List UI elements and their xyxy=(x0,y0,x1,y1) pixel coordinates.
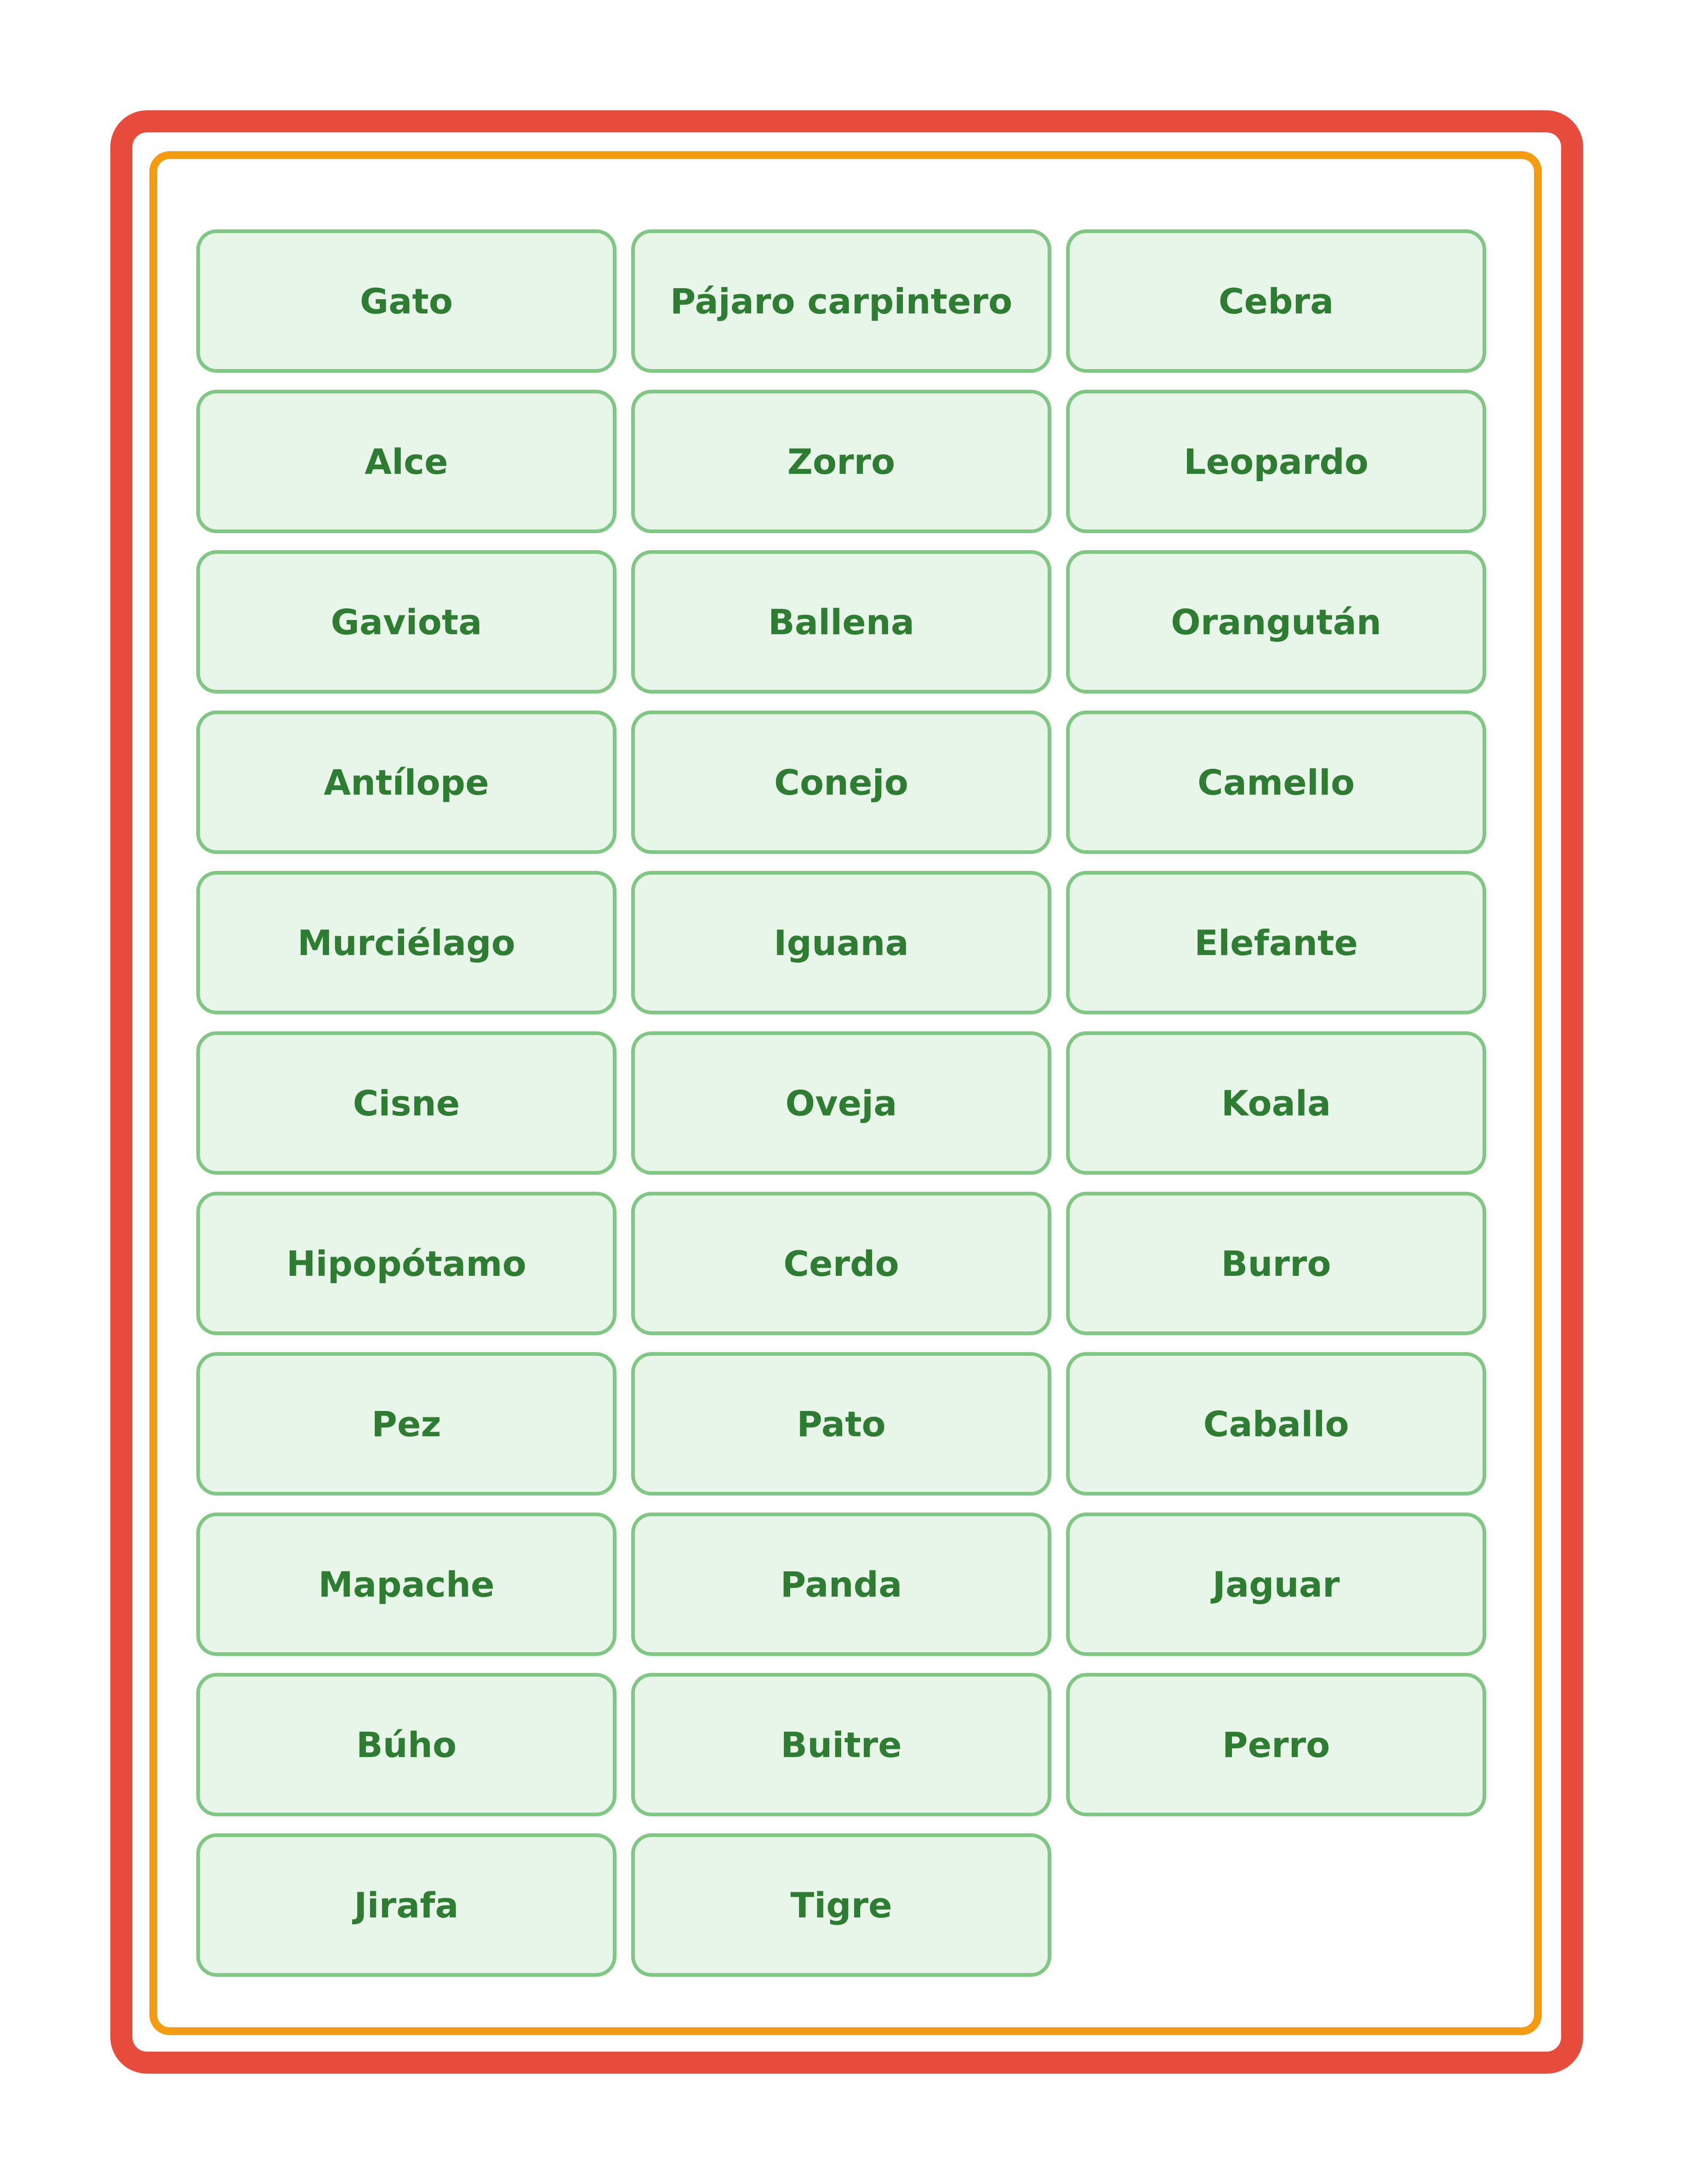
animal-card[interactable] xyxy=(1066,871,1486,1014)
animal-card-label: Cerdo xyxy=(783,1243,899,1284)
animal-card-label: Cisne xyxy=(353,1082,460,1124)
animal-card[interactable] xyxy=(631,871,1051,1014)
animal-card-label: Hipopótamo xyxy=(286,1243,526,1284)
animal-card-label: Camello xyxy=(1197,762,1355,803)
animal-card[interactable] xyxy=(196,1192,616,1335)
animal-card-label: Murciélago xyxy=(297,922,515,963)
animal-card-label: Búho xyxy=(356,1724,457,1765)
animal-card-label: Gaviota xyxy=(331,601,482,643)
animal-card-label: Oveja xyxy=(785,1082,897,1124)
animal-card[interactable] xyxy=(631,1833,1051,1977)
animal-card[interactable] xyxy=(196,550,616,694)
animal-card[interactable] xyxy=(631,229,1051,373)
animal-card-label: Pez xyxy=(371,1403,441,1445)
animal-card-label: Perro xyxy=(1222,1724,1330,1765)
animal-card[interactable] xyxy=(631,1673,1051,1816)
animal-card-grid xyxy=(196,229,1486,1977)
animal-card[interactable] xyxy=(196,1513,616,1656)
animal-card-label: Alce xyxy=(365,441,448,482)
animal-card-label: Pájaro carpintero xyxy=(670,280,1013,322)
animal-card[interactable] xyxy=(196,229,616,373)
animal-card[interactable] xyxy=(1066,1513,1486,1656)
animal-card[interactable] xyxy=(196,871,616,1014)
animal-card[interactable] xyxy=(196,1031,616,1175)
animal-card-label: Buitre xyxy=(781,1724,902,1765)
animal-card-label: Ballena xyxy=(768,601,915,643)
animal-card[interactable] xyxy=(631,1031,1051,1175)
animal-card-label: Mapache xyxy=(318,1564,495,1605)
animal-card-label: Koala xyxy=(1221,1082,1331,1124)
animal-card[interactable] xyxy=(631,711,1051,854)
animal-card-label: Tigre xyxy=(790,1884,892,1926)
animal-card[interactable] xyxy=(1066,1673,1486,1816)
animal-card-label: Panda xyxy=(780,1564,902,1605)
animal-card[interactable] xyxy=(631,1352,1051,1496)
animal-card-label: Conejo xyxy=(774,762,908,803)
animal-card[interactable] xyxy=(631,390,1051,533)
animal-card-label: Orangután xyxy=(1171,601,1381,643)
animal-card[interactable] xyxy=(1066,1031,1486,1175)
animal-card-label: Antílope xyxy=(324,762,489,803)
animal-card[interactable] xyxy=(196,1673,616,1816)
animal-card-label: Leopardo xyxy=(1184,441,1369,482)
animal-card-label: Jirafa xyxy=(354,1884,459,1926)
animal-card[interactable] xyxy=(196,390,616,533)
animal-card-label: Cebra xyxy=(1218,280,1334,322)
animal-card[interactable] xyxy=(1066,550,1486,694)
animal-card[interactable] xyxy=(1066,1192,1486,1335)
animal-card[interactable] xyxy=(631,1192,1051,1335)
animal-card-label: Burro xyxy=(1221,1243,1331,1284)
animal-card[interactable] xyxy=(1066,711,1486,854)
animal-card[interactable] xyxy=(196,1833,616,1977)
animal-card[interactable] xyxy=(631,550,1051,694)
animal-card[interactable] xyxy=(631,1513,1051,1656)
animal-card-label: Iguana xyxy=(774,922,909,963)
animal-card-label: Zorro xyxy=(787,441,895,482)
animal-card[interactable] xyxy=(1066,390,1486,533)
animal-card-label: Gato xyxy=(359,280,453,322)
animal-card-label: Caballo xyxy=(1203,1403,1349,1445)
animal-card[interactable] xyxy=(196,711,616,854)
animal-card-label: Elefante xyxy=(1194,922,1358,963)
animal-card[interactable] xyxy=(196,1352,616,1496)
animal-card-label: Jaguar xyxy=(1212,1564,1340,1605)
animal-card[interactable] xyxy=(1066,229,1486,373)
animal-card-label: Pato xyxy=(797,1403,886,1445)
animal-card[interactable] xyxy=(1066,1352,1486,1496)
